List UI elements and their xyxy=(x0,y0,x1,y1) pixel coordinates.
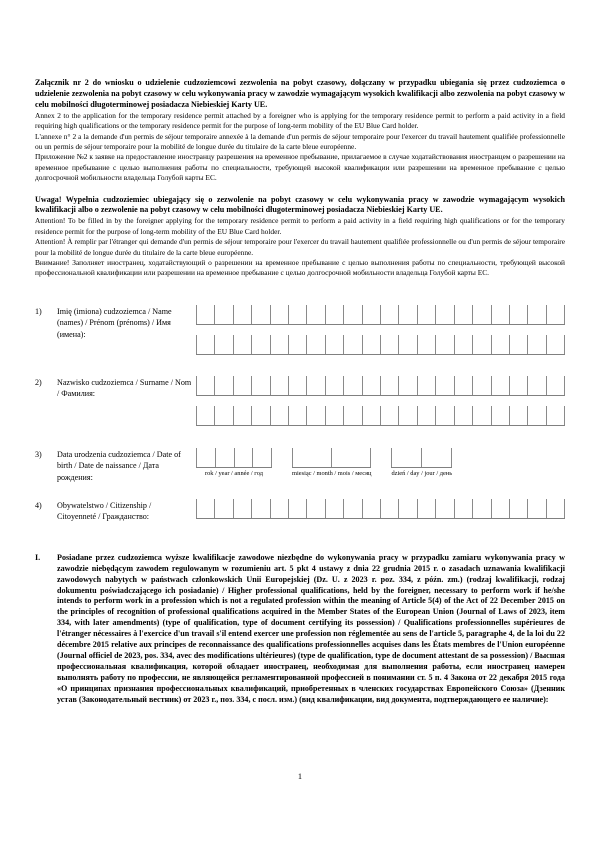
comb-cell[interactable] xyxy=(233,376,251,395)
comb-cell[interactable] xyxy=(546,499,565,518)
comb-cell[interactable] xyxy=(362,305,380,324)
header-title-ru: Приложение №2 к заявке на предоставление иностранцу разрешения на временное пребывание, прилагаемое в случае ходатайствования иностранцем о разрешении на временное пребывание с целью выполнения работы по специальности, требующей высокой квалификации или разрешении на временное пребывание с целью долгосрочной мобильности владельца Голубой карты ЕС. xyxy=(35,152,565,183)
comb-cell[interactable] xyxy=(325,335,343,354)
comb-cell[interactable] xyxy=(417,406,435,425)
comb-cell[interactable] xyxy=(491,305,509,324)
field-label-date-of-birth: Data urodzenia cudzoziemca / Date of birth / Date de naissance / Дата рождения: xyxy=(57,449,181,482)
attention-text-en: Attention! To be filled in by the foreigner applying for the temporary residence permit to perform a paid activity in a field requiring high qualifications or for the temporary residence permit for the purpose of long-term mobility of the EU Blue Card holder. xyxy=(35,216,565,236)
header-title-en: Annex 2 to the application for the temporary residence permit attached by a foreigner who is applying for the temporary residence permit to perform a paid activity in a field requiring high qualifications or the temporary residence permit for the purpose of long-term mobility of the EU Blue Card holder. xyxy=(35,110,565,131)
comb-cell[interactable] xyxy=(454,406,472,425)
attention-text-ru: Внимание! Заполняет иностранец, ходатайствующий о разрешении на временное пребывание с целью выполнения работы по специальности, требующей высокой профессиональной квалификации или разрешении на временное пребывание с целью долгосрочной мобильности владельца Голубой карты ЕС. xyxy=(35,258,565,278)
comb-cell[interactable] xyxy=(251,376,269,395)
comb-cell[interactable] xyxy=(233,499,251,518)
comb-cell[interactable] xyxy=(435,305,453,324)
comb-row-citizenship[interactable] xyxy=(196,499,565,519)
comb-row-surname-1[interactable] xyxy=(196,376,565,396)
form-fields xyxy=(35,305,565,523)
comb-cell[interactable] xyxy=(527,335,545,354)
header-title-fr: L'annexe n° 2 a la demande d'un permis de séjour temporaire annexée à la demande d'un permis de séjour temporaire pour l'exercer du travail hautement qualifiée professionnelle ou un permis de séjour temporaire pour la mobilité de longue durée du titulaire de la carte bleue européenne. xyxy=(35,131,565,151)
comb-cell[interactable] xyxy=(509,406,527,425)
comb-cell[interactable] xyxy=(509,335,527,354)
date-caption-year: rok / year / année / год xyxy=(204,469,264,477)
comb-cell[interactable] xyxy=(491,335,509,354)
comb-cell[interactable] xyxy=(398,305,416,324)
form-field-surname xyxy=(35,376,565,426)
comb-cell[interactable] xyxy=(417,376,435,395)
comb-row-month[interactable] xyxy=(292,448,371,468)
field-number-3: 3) xyxy=(35,449,42,459)
header-block xyxy=(35,78,565,184)
comb-cell[interactable] xyxy=(306,335,324,354)
comb-cell[interactable] xyxy=(491,376,509,395)
comb-cell[interactable] xyxy=(380,335,398,354)
comb-cell[interactable] xyxy=(527,376,545,395)
comb-cell[interactable] xyxy=(362,335,380,354)
comb-cell[interactable] xyxy=(454,305,472,324)
comb-cell[interactable] xyxy=(472,406,490,425)
comb-cell[interactable] xyxy=(233,305,251,324)
field-input-first-name[interactable] xyxy=(196,305,565,355)
date-caption-month: miesiąc / month / mois / месяц xyxy=(292,469,372,477)
comb-cell[interactable] xyxy=(196,499,214,518)
comb-cell[interactable] xyxy=(288,499,306,518)
comb-cell[interactable] xyxy=(435,335,453,354)
comb-cell[interactable] xyxy=(421,448,452,467)
comb-cell[interactable] xyxy=(362,499,380,518)
comb-cell[interactable] xyxy=(251,335,269,354)
comb-cell[interactable] xyxy=(509,499,527,518)
header-attention-spacer xyxy=(35,184,565,195)
comb-cell[interactable] xyxy=(527,305,545,324)
comb-cell[interactable] xyxy=(288,305,306,324)
field-gap-2 xyxy=(35,426,565,448)
comb-cell[interactable] xyxy=(306,305,324,324)
comb-cell[interactable] xyxy=(380,499,398,518)
comb-cell[interactable] xyxy=(270,376,288,395)
comb-cell[interactable] xyxy=(215,448,234,467)
comb-cell[interactable] xyxy=(270,499,288,518)
comb-cell[interactable] xyxy=(196,335,214,354)
comb-cell[interactable] xyxy=(251,406,269,425)
comb-cell[interactable] xyxy=(343,335,361,354)
form-field-citizenship xyxy=(35,499,565,523)
comb-cell[interactable] xyxy=(472,376,490,395)
comb-cell[interactable] xyxy=(196,305,214,324)
comb-cell[interactable] xyxy=(233,335,251,354)
date-group-month xyxy=(292,448,371,479)
comb-cell[interactable] xyxy=(417,335,435,354)
comb-cell[interactable] xyxy=(472,499,490,518)
field-number-4: 4) xyxy=(35,501,42,511)
field-label-surname: Nazwisko cudzoziemca / Surname / Nom / Фамилия: xyxy=(57,377,192,399)
comb-cell[interactable] xyxy=(196,376,214,395)
comb-cell[interactable] xyxy=(288,376,306,395)
comb-cell[interactable] xyxy=(331,448,371,467)
comb-cell[interactable] xyxy=(546,376,565,395)
comb-cell[interactable] xyxy=(196,448,215,467)
date-comb-wrap xyxy=(196,448,565,479)
field-input-citizenship[interactable] xyxy=(196,499,565,519)
field-label-first-name: Imię (imiona) cudzoziemca / Name (names) / Prénom (prénoms) / Имя (имена): xyxy=(57,306,172,339)
header-title-pl: Załącznik nr 2 do wniosku o udzielenie cudzoziemcowi zezwolenia na pobyt czasowy, dołączany w przypadku ubiegania się przez cudzoziemca o udzielenie zezwolenia na pobyt czasowy w celu wykonywania pracy w zawodzie wymagającym wysokich kwalifikacji albo zezwolenia na pobyt czasowy w celu mobilności długoterminowej posiadacza Niebieskiej Karty UE. xyxy=(35,78,565,109)
comb-cell[interactable] xyxy=(380,305,398,324)
comb-cell[interactable] xyxy=(343,376,361,395)
comb-cell[interactable] xyxy=(292,448,331,467)
comb-cell[interactable] xyxy=(546,406,565,425)
comb-cell[interactable] xyxy=(343,499,361,518)
comb-cell[interactable] xyxy=(343,305,361,324)
comb-cell[interactable] xyxy=(509,376,527,395)
comb-cell[interactable] xyxy=(233,406,251,425)
comb-cell[interactable] xyxy=(214,406,232,425)
comb-cell[interactable] xyxy=(454,376,472,395)
form-field-first-name xyxy=(35,305,565,355)
date-group-day xyxy=(391,448,452,479)
comb-spacer xyxy=(196,396,565,406)
comb-cell[interactable] xyxy=(196,406,214,425)
field-input-surname[interactable] xyxy=(196,376,565,426)
field-gap-1 xyxy=(35,355,565,376)
field-number-1: 1) xyxy=(35,306,42,316)
comb-cell[interactable] xyxy=(306,406,324,425)
comb-row-first-name-2[interactable] xyxy=(196,335,565,355)
comb-cell[interactable] xyxy=(252,448,272,467)
comb-cell[interactable] xyxy=(251,499,269,518)
comb-cell[interactable] xyxy=(509,305,527,324)
comb-cell[interactable] xyxy=(398,406,416,425)
comb-cell[interactable] xyxy=(546,305,565,324)
comb-cell[interactable] xyxy=(380,376,398,395)
comb-cell[interactable] xyxy=(343,406,361,425)
comb-cell[interactable] xyxy=(288,406,306,425)
comb-cell[interactable] xyxy=(398,499,416,518)
comb-cell[interactable] xyxy=(214,499,232,518)
comb-cell[interactable] xyxy=(214,305,232,324)
field-input-date-of-birth[interactable] xyxy=(196,448,565,479)
comb-cell[interactable] xyxy=(325,305,343,324)
comb-cell[interactable] xyxy=(325,406,343,425)
comb-cell[interactable] xyxy=(306,376,324,395)
comb-row-year[interactable] xyxy=(196,448,272,468)
comb-spacer xyxy=(196,325,565,335)
comb-cell[interactable] xyxy=(527,499,545,518)
comb-cell[interactable] xyxy=(270,305,288,324)
comb-cell[interactable] xyxy=(214,376,232,395)
comb-row-day[interactable] xyxy=(391,448,452,468)
comb-cell[interactable] xyxy=(270,335,288,354)
comb-cell[interactable] xyxy=(214,335,232,354)
field-label-citizenship: Obywatelstwo / Citizenship / Citoyenneté / Гражданство: xyxy=(57,501,152,522)
field-number-2: 2) xyxy=(35,377,42,387)
form-field-date-of-birth xyxy=(35,448,565,483)
date-caption-day: dzień / day / jour / день xyxy=(391,469,453,477)
comb-row-surname-2[interactable] xyxy=(196,406,565,426)
comb-cell[interactable] xyxy=(546,335,565,354)
comb-cell[interactable] xyxy=(454,499,472,518)
comb-cell[interactable] xyxy=(417,499,435,518)
comb-cell[interactable] xyxy=(325,376,343,395)
comb-cell[interactable] xyxy=(234,448,253,467)
comb-cell[interactable] xyxy=(435,406,453,425)
comb-cell[interactable] xyxy=(288,335,306,354)
attention-text-pl: Uwaga! Wypełnia cudzoziemiec ubiegający się o zezwolenie na pobyt czasowy w celu wykonywania pracy w zawodzie wymagającym wysokich kwalifikacji albo o zezwolenie na pobyt czasowy w celu mobilności długoterminowej posiadacza Niebieskiej Karty UE. xyxy=(35,194,565,215)
comb-cell[interactable] xyxy=(398,376,416,395)
comb-cell[interactable] xyxy=(391,448,421,467)
comb-cell[interactable] xyxy=(270,406,288,425)
comb-cell[interactable] xyxy=(380,406,398,425)
date-group-year xyxy=(196,448,272,479)
comb-cell[interactable] xyxy=(398,335,416,354)
attention-block xyxy=(35,195,565,279)
section-I-text: Posiadane przez cudzoziemca wyższe kwalifikacje zawodowe niezbędne do wykonywania pracy w przypadku zamiaru wykonywania pracy w zawodzie niebędącym zawodem regulowanym w rozumieniu art. 5 pkt 4 ustawy z dnia 22 grudnia 2015 r. o zasadach uznawania kwalifikacji zawodowych nabytych w państwach członkowskich Unii Europejskiej (Dz. U. z 2023 r. poz. 334, z późn. zm.) (rodzaj kwalifikacji, rodzaj dokumentu poświadczającego ich posiadanie) / Higher professional qualifications, held by the foreigner, necessary to perform work if he/she intends to perform work in a profession which is not a regulated profession within the meaning of Article 5(4) of the Act of 22 December 2015 on the principles of recognition of professional qualifications acquired in the Member States of the European Union (Journal of Laws of 2023, item 334, with later amendments) (type of qualification, type of document certifying its possession) / Qualifications professionnelles supérieures de l'étranger nécessaires à l'exercice d'un travail s'il entend exercer une profession non réglementée au sens de l'article 5, paragraphe 4, de la loi du 22 décembre 2015 relative aux principes de reconnaissance des qualifications professionnelles acquises dans les États membres de l'Union européenne (Journal officiel de 2023, pos. 334, avec des modifications ultérieures) (type de qualification, type de document attestant de sa possession) / Высшая профессиональная квалификация, которой обладает иностранец, необходимая для выполнения работы, если иностранец намерен выполнять работу по профессии, не являющейся регламентированной профессией в понимании ст. 5 п. 4 Закона от 22 декабря 2015 года «О принципах признания профессиональных квалификаций, приобретенных в членских государствах Европейского Союза» (Дзенник устав (Законодательный вестник) от 2023 г., поз. 334, с посл. изм.) (вид квалификации, вид документа, подтверждающего ее наличие): xyxy=(57,552,565,704)
comb-cell[interactable] xyxy=(491,406,509,425)
comb-cell[interactable] xyxy=(251,305,269,324)
comb-cell[interactable] xyxy=(472,305,490,324)
comb-cell[interactable] xyxy=(306,499,324,518)
comb-cell[interactable] xyxy=(362,376,380,395)
section-I xyxy=(35,553,565,706)
comb-cell[interactable] xyxy=(435,499,453,518)
comb-cell[interactable] xyxy=(435,376,453,395)
comb-cell[interactable] xyxy=(325,499,343,518)
comb-cell[interactable] xyxy=(472,335,490,354)
comb-cell[interactable] xyxy=(491,499,509,518)
page-number: 1 xyxy=(297,772,303,781)
comb-cell[interactable] xyxy=(454,335,472,354)
comb-cell[interactable] xyxy=(527,406,545,425)
comb-cell[interactable] xyxy=(362,406,380,425)
comb-cell[interactable] xyxy=(417,305,435,324)
field-gap-3 xyxy=(35,483,565,499)
section-I-number: I. xyxy=(35,552,41,562)
comb-row-first-name-1[interactable] xyxy=(196,305,565,325)
attention-text-fr: Attention! À remplir par l'étranger qui demande d'un permis de séjour temporaire pour l'exercer du travail hautement qualifiée professionnelle ou d'un permis de séjour temporaire pour la mobilité de longue durée du titulaire de la carte bleue européenne. xyxy=(35,237,565,257)
